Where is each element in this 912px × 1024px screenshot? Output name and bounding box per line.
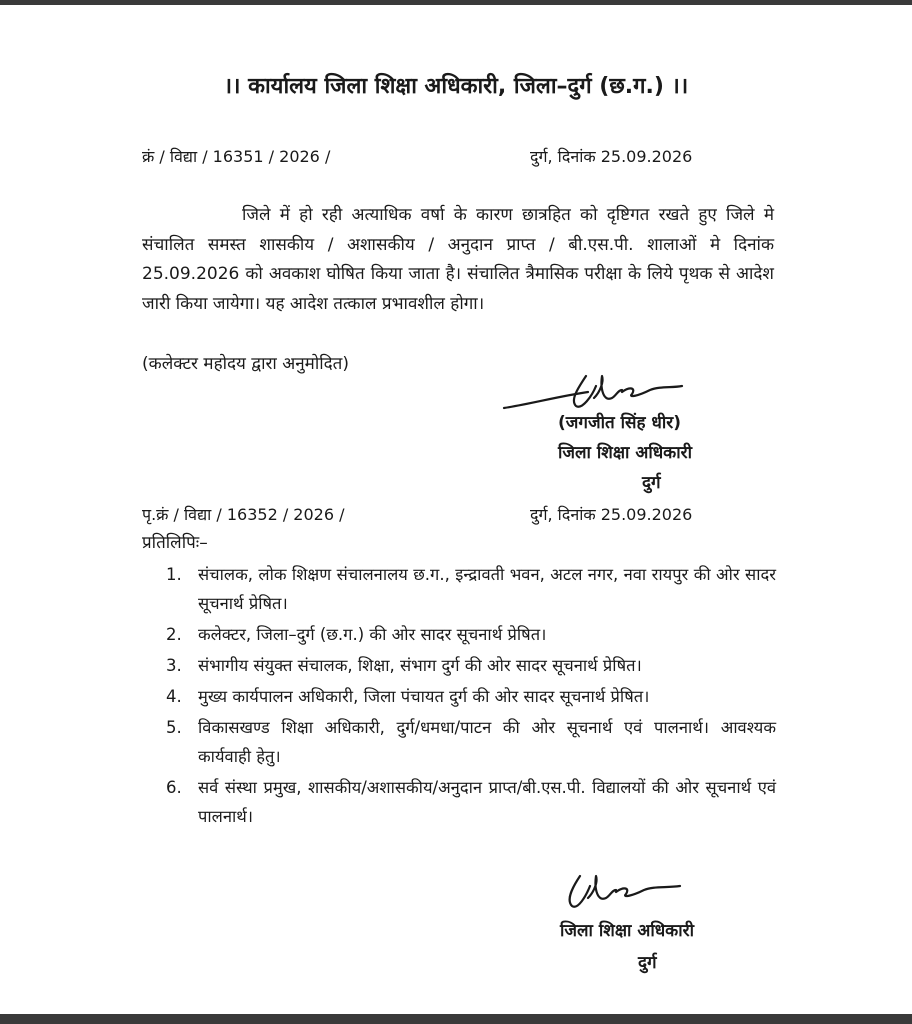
copy-recipient-list [166, 560, 776, 833]
endorsement-place-date: दुर्ग, दिनांक 25.09.2026 [530, 505, 693, 524]
list-item [166, 773, 776, 831]
endorsement-signatory-place: दुर्ग [638, 953, 657, 973]
list-item [166, 620, 776, 649]
list-item-number: 1. [166, 565, 182, 584]
list-item-text: मुख्य कार्यपालन अधिकारी, जिला पंचायत दुर्ग की ओर सादर सूचनार्थ प्रेषित। [198, 687, 650, 706]
list-item [166, 651, 776, 680]
endorsement-reference-number: पृ.क्रं / विद्या / 16352 / 2026 / [142, 505, 345, 524]
order-reference-number: क्रं / विद्या / 16351 / 2026 / [142, 147, 331, 166]
collector-approval-note: (कलेक्टर महोदय द्वारा अनुमोदित) [142, 354, 349, 374]
signatory-name: (जगजीत सिंह धीर) [558, 413, 682, 433]
list-item [166, 560, 776, 618]
signatory-place: दुर्ग [642, 473, 661, 493]
list-item-text: विकासखण्ड शिक्षा अधिकारी, दुर्ग/धमधा/पाटन की ओर सूचनार्थ एवं पालनार्थ। आवश्यक कार्यवाही हेतु। [198, 718, 776, 766]
signatory-designation: जिला शिक्षा अधिकारी [558, 443, 692, 463]
list-item-number: 6. [166, 778, 182, 797]
screenshot-bottom-border [0, 1014, 912, 1024]
list-item-number: 3. [166, 656, 182, 675]
copy-to-label: प्रतिलिपिः– [142, 533, 208, 553]
order-place-date: दुर्ग, दिनांक 25.09.2026 [530, 147, 693, 166]
list-item-text: संचालक, लोक शिक्षण संचालनालय छ.ग., इन्द्रावती भवन, अटल नगर, नवा रायपुर की ओर सादर सूचनार्थ प्रेषित। [198, 565, 776, 613]
list-item [166, 682, 776, 711]
list-item-text: सर्व संस्था प्रमुख, शासकीय/अशासकीय/अनुदान प्राप्त/बी.एस.पी. विद्यालयों की ओर सूचनार्थ एवं पालनार्थ। [198, 778, 776, 826]
list-item-text: कलेक्टर, जिला–दुर्ग (छ.ग.) की ओर सादर सूचनार्थ प्रेषित। [198, 625, 547, 644]
list-item-text: संभागीय संयुक्त संचालक, शिक्षा, संभाग दुर्ग की ओर सादर सूचनार्थ प्रेषित। [198, 656, 642, 675]
screenshot-top-border [0, 0, 912, 5]
order-body-paragraph [142, 201, 774, 319]
list-item-number: 5. [166, 718, 182, 737]
list-item [166, 713, 776, 771]
office-heading: ।। कार्यालय जिला शिक्षा अधिकारी, जिला–दुर्ग (छ.ग.) ।। [223, 74, 689, 99]
endorsement-signatory-designation: जिला शिक्षा अधिकारी [560, 921, 694, 941]
order-body-text: जिले में हो रही अत्याधिक वर्षा के कारण छात्रहित को दृष्टिगत रखते हुए जिले मे संचालित समस्त शासकीय / अशासकीय / अनुदान प्राप्त / बी.एस.पी. शालाओं मे दिनांक 25.09.2026 को अवकाश घोषित किया जाता है। संचालित त्रैमासिक परीक्षा के लिये पृथक से आदेश जारी किया जायेगा। यह आदेश तत्काल प्रभावशील होगा। [142, 205, 774, 314]
signature-image-endorsement [540, 870, 690, 916]
list-item-number: 2. [166, 625, 182, 644]
list-item-number: 4. [166, 687, 182, 706]
